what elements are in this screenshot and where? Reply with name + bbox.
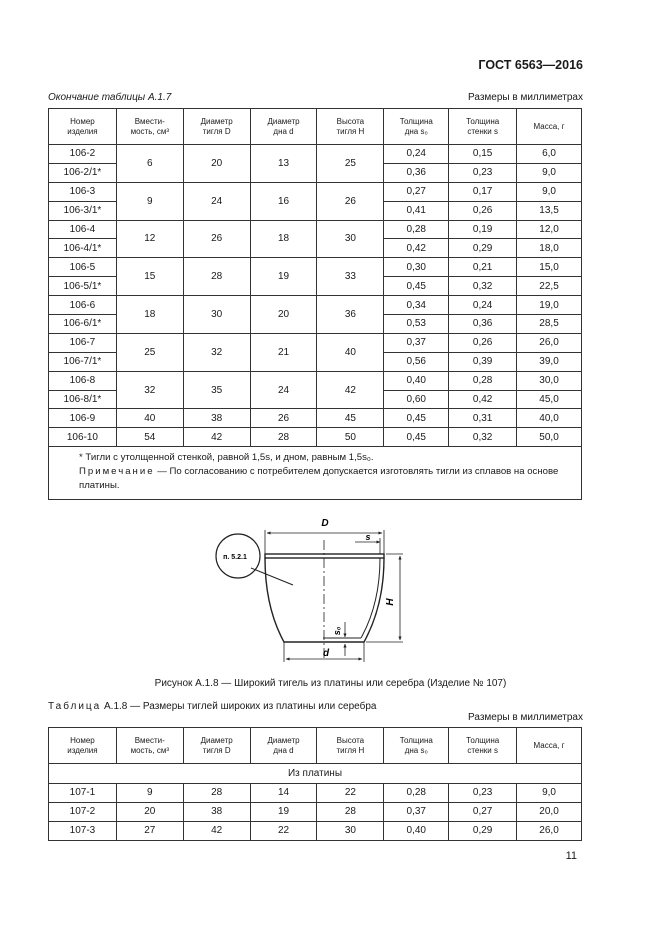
capacity-cell: 20 <box>116 802 183 821</box>
capacity-cell: 15 <box>116 258 183 296</box>
product-number-cell: 106-3 <box>49 182 117 201</box>
height-cell: 45 <box>317 409 384 428</box>
product-number-cell: 106-6/1* <box>49 315 117 334</box>
mass-cell: 50,0 <box>517 428 582 447</box>
table-a17 <box>48 108 582 500</box>
mass-cell: 26,0 <box>517 333 582 352</box>
table-header-row <box>49 728 582 764</box>
capacity-cell: 6 <box>116 145 183 183</box>
height-cell: 42 <box>317 371 384 409</box>
diameter-cell: 38 <box>183 802 250 821</box>
mass-cell: 30,0 <box>517 371 582 390</box>
table2-units: Размеры в миллиметрах <box>468 712 583 723</box>
mass-cell: 6,0 <box>517 145 582 164</box>
note-label: Примечание <box>79 466 155 478</box>
wall-thickness-cell: 0,17 <box>449 182 517 201</box>
wall-thickness-cell: 0,15 <box>449 145 517 164</box>
bottom-thickness-cell: 0,60 <box>384 390 449 409</box>
wall-thickness-cell: 0,24 <box>449 296 517 315</box>
bottom-diameter-cell: 18 <box>250 220 317 258</box>
height-cell: 28 <box>317 802 384 821</box>
material-group-label: Из платины <box>49 764 582 784</box>
column-header-line: Номер <box>70 735 95 745</box>
bottom-diameter-cell: 14 <box>250 784 317 803</box>
height-cell: 30 <box>317 821 384 840</box>
bottom-thickness-cell: 0,53 <box>384 315 449 334</box>
bottom-thickness-cell: 0,41 <box>384 201 449 220</box>
mass-cell: 40,0 <box>517 409 582 428</box>
wall-thickness-cell: 0,21 <box>449 258 517 277</box>
wall-thickness-cell: 0,19 <box>449 220 517 239</box>
crucible-drawing <box>205 510 435 670</box>
capacity-cell: 54 <box>116 428 183 447</box>
table-footnote: * Тигли с утолщенной стенкой, равной 1,5s, и дном, равным 1,5s₀. <box>79 452 374 464</box>
table-a18 <box>48 727 582 841</box>
bottom-diameter-cell: 19 <box>250 258 317 296</box>
label-h: H <box>385 598 396 606</box>
column-header-line: Диаметр <box>267 116 300 126</box>
wall-thickness-cell: 0,31 <box>449 409 517 428</box>
table-row <box>49 220 582 239</box>
product-number-cell: 106-2/1* <box>49 163 117 182</box>
product-number-cell: 107-1 <box>49 784 117 803</box>
height-cell: 33 <box>317 258 384 296</box>
bottom-diameter-cell: 24 <box>250 371 317 409</box>
column-header-line: Вмести- <box>134 116 165 126</box>
table-note <box>49 447 582 500</box>
bottom-thickness-cell: 0,27 <box>384 182 449 201</box>
bottom-thickness-cell: 0,37 <box>384 333 449 352</box>
label-s0: s₀ <box>332 626 342 636</box>
column-header-line: тигля H <box>336 745 365 755</box>
bottom-thickness-cell: 0,45 <box>384 277 449 296</box>
bottom-diameter-cell: 21 <box>250 333 317 371</box>
table2-title-prefix: Таблица <box>48 701 102 712</box>
wall-thickness-cell: 0,27 <box>449 802 517 821</box>
column-header <box>517 728 582 764</box>
product-number-cell: 106-9 <box>49 409 117 428</box>
diameter-cell: 20 <box>183 145 250 183</box>
column-header-line: тигля D <box>202 745 231 755</box>
column-header <box>449 109 517 145</box>
table-row <box>49 258 582 277</box>
callout-text: п. 5.2.1 <box>223 554 247 561</box>
height-cell: 22 <box>317 784 384 803</box>
height-cell: 50 <box>317 428 384 447</box>
height-cell: 25 <box>317 145 384 183</box>
table-row <box>49 802 582 821</box>
diameter-cell: 32 <box>183 333 250 371</box>
product-number-cell: 107-2 <box>49 802 117 821</box>
table2-title-rest: А.1.8 — Размеры тиглей широких из платины или серебра <box>101 701 377 712</box>
mass-cell: 9,0 <box>517 182 582 201</box>
column-header <box>449 728 517 764</box>
capacity-cell: 18 <box>116 296 183 334</box>
capacity-cell: 32 <box>116 371 183 409</box>
diameter-cell: 28 <box>183 258 250 296</box>
mass-cell: 9,0 <box>517 163 582 182</box>
diameter-cell: 42 <box>183 428 250 447</box>
capacity-cell: 9 <box>116 182 183 220</box>
table-row <box>49 145 582 164</box>
diameter-cell: 30 <box>183 296 250 334</box>
product-number-cell: 106-7 <box>49 333 117 352</box>
column-header-line: тигля D <box>202 126 231 136</box>
mass-cell: 19,0 <box>517 296 582 315</box>
capacity-cell: 25 <box>116 333 183 371</box>
height-cell: 36 <box>317 296 384 334</box>
bottom-thickness-cell: 0,37 <box>384 802 449 821</box>
product-number-cell: 106-3/1* <box>49 201 117 220</box>
bottom-thickness-cell: 0,56 <box>384 352 449 371</box>
column-header <box>250 109 317 145</box>
table-note-text <box>57 465 573 493</box>
mass-cell: 28,5 <box>517 315 582 334</box>
height-cell: 40 <box>317 333 384 371</box>
wall-thickness-cell: 0,32 <box>449 428 517 447</box>
column-header <box>384 728 449 764</box>
column-header <box>250 728 317 764</box>
table-row <box>49 182 582 201</box>
column-header-line: изделия <box>67 745 98 755</box>
table1-units: Размеры в миллиметрах <box>468 92 583 103</box>
table-row <box>49 296 582 315</box>
crucible-outer-wall <box>265 558 384 642</box>
note-body: — По согласованию с потребителем допускается изготовлять тигли из сплавов на основе платины. <box>79 466 559 492</box>
column-header-line: дна s₀ <box>404 126 428 136</box>
product-number-cell: 106-6 <box>49 296 117 315</box>
mass-cell: 26,0 <box>517 821 582 840</box>
column-header-line: Масса, г <box>533 740 565 750</box>
column-header-line: Диаметр <box>200 735 233 745</box>
bottom-thickness-cell: 0,45 <box>384 409 449 428</box>
column-header-line: изделия <box>67 126 98 136</box>
column-header-line: Диаметр <box>200 116 233 126</box>
table-row <box>49 784 582 803</box>
capacity-cell: 9 <box>116 784 183 803</box>
diameter-cell: 42 <box>183 821 250 840</box>
column-header-line: Масса, г <box>533 121 565 131</box>
mass-cell: 13,5 <box>517 201 582 220</box>
table-row <box>49 371 582 390</box>
wall-thickness-cell: 0,32 <box>449 277 517 296</box>
column-header-line: мость, см³ <box>130 126 169 136</box>
mass-cell: 20,0 <box>517 802 582 821</box>
table-row <box>49 333 582 352</box>
height-cell: 26 <box>317 182 384 220</box>
column-header-line: дна d <box>273 126 294 136</box>
product-number-cell: 106-5 <box>49 258 117 277</box>
label-d-outer: D <box>321 518 329 529</box>
product-number-cell: 107-3 <box>49 821 117 840</box>
wall-thickness-cell: 0,39 <box>449 352 517 371</box>
table1-caption: Окончание таблицы А.1.7 <box>48 92 172 103</box>
column-header-line: Толщина <box>399 116 433 126</box>
wall-thickness-cell: 0,29 <box>449 239 517 258</box>
column-header <box>317 109 384 145</box>
document-standard-number: ГОСТ 6563—2016 <box>478 58 583 72</box>
product-number-cell: 106-10 <box>49 428 117 447</box>
column-header <box>384 109 449 145</box>
bottom-thickness-cell: 0,24 <box>384 145 449 164</box>
column-header-line: тигля H <box>336 126 365 136</box>
column-header-line: Вмести- <box>134 735 165 745</box>
bottom-thickness-cell: 0,30 <box>384 258 449 277</box>
bottom-thickness-cell: 0,28 <box>384 784 449 803</box>
product-number-cell: 106-4/1* <box>49 239 117 258</box>
wall-thickness-cell: 0,23 <box>449 163 517 182</box>
column-header <box>116 728 183 764</box>
diameter-cell: 24 <box>183 182 250 220</box>
column-header-line: Толщина <box>466 116 500 126</box>
capacity-cell: 12 <box>116 220 183 258</box>
mass-cell: 12,0 <box>517 220 582 239</box>
bottom-diameter-cell: 22 <box>250 821 317 840</box>
bottom-thickness-cell: 0,45 <box>384 428 449 447</box>
bottom-thickness-cell: 0,34 <box>384 296 449 315</box>
wall-thickness-cell: 0,42 <box>449 390 517 409</box>
bottom-diameter-cell: 28 <box>250 428 317 447</box>
bottom-thickness-cell: 0,40 <box>384 371 449 390</box>
mass-cell: 18,0 <box>517 239 582 258</box>
wall-thickness-cell: 0,28 <box>449 371 517 390</box>
product-number-cell: 106-5/1* <box>49 277 117 296</box>
mass-cell: 39,0 <box>517 352 582 371</box>
label-d-bottom: d <box>322 648 330 659</box>
table-header-row <box>49 109 582 145</box>
mass-cell: 45,0 <box>517 390 582 409</box>
column-header-line: Высота <box>336 735 365 745</box>
product-number-cell: 106-2 <box>49 145 117 164</box>
mass-cell: 15,0 <box>517 258 582 277</box>
bottom-diameter-cell: 20 <box>250 296 317 334</box>
diameter-cell: 28 <box>183 784 250 803</box>
column-header-line: стенки s <box>467 745 498 755</box>
bottom-diameter-cell: 26 <box>250 409 317 428</box>
column-header-line: дна d <box>273 745 294 755</box>
crucible-inner-wall <box>361 558 380 638</box>
column-header-line: Диаметр <box>267 735 300 745</box>
column-header <box>49 728 117 764</box>
product-number-cell: 106-4 <box>49 220 117 239</box>
bottom-diameter-cell: 13 <box>250 145 317 183</box>
diameter-cell: 35 <box>183 371 250 409</box>
table2-title <box>48 701 376 712</box>
column-header <box>317 728 384 764</box>
wall-thickness-cell: 0,26 <box>449 333 517 352</box>
column-header-line: Толщина <box>399 735 433 745</box>
column-header-line: стенки s <box>467 126 498 136</box>
label-s: s <box>365 532 371 542</box>
bottom-thickness-cell: 0,40 <box>384 821 449 840</box>
column-header <box>517 109 582 145</box>
mass-cell: 9,0 <box>517 784 582 803</box>
column-header <box>183 109 250 145</box>
capacity-cell: 40 <box>116 409 183 428</box>
page-number: 11 <box>565 850 577 862</box>
column-header-line: мость, см³ <box>130 745 169 755</box>
capacity-cell: 27 <box>116 821 183 840</box>
bottom-diameter-cell: 16 <box>250 182 317 220</box>
crucible-rim <box>265 554 384 558</box>
product-number-cell: 106-8/1* <box>49 390 117 409</box>
wall-thickness-cell: 0,36 <box>449 315 517 334</box>
column-header-line: Номер <box>70 116 95 126</box>
column-header-line: Толщина <box>466 735 500 745</box>
bottom-diameter-cell: 19 <box>250 802 317 821</box>
table-row <box>49 428 582 447</box>
table-row <box>49 821 582 840</box>
bottom-thickness-cell: 0,42 <box>384 239 449 258</box>
bottom-thickness-cell: 0,36 <box>384 163 449 182</box>
column-header <box>116 109 183 145</box>
height-cell: 30 <box>317 220 384 258</box>
table-row <box>49 409 582 428</box>
column-header-line: дна s₀ <box>404 745 428 755</box>
bottom-thickness-cell: 0,28 <box>384 220 449 239</box>
column-header <box>183 728 250 764</box>
mass-cell: 22,5 <box>517 277 582 296</box>
product-number-cell: 106-7/1* <box>49 352 117 371</box>
wall-thickness-cell: 0,29 <box>449 821 517 840</box>
diameter-cell: 26 <box>183 220 250 258</box>
wall-thickness-cell: 0,26 <box>449 201 517 220</box>
wall-thickness-cell: 0,23 <box>449 784 517 803</box>
figure-caption: Рисунок А.1.8 — Широкий тигель из платины или серебра (Изделие № 107) <box>154 678 507 689</box>
callout-leader <box>251 568 293 585</box>
product-number-cell: 106-8 <box>49 371 117 390</box>
column-header <box>49 109 117 145</box>
column-header-line: Высота <box>336 116 365 126</box>
diameter-cell: 38 <box>183 409 250 428</box>
